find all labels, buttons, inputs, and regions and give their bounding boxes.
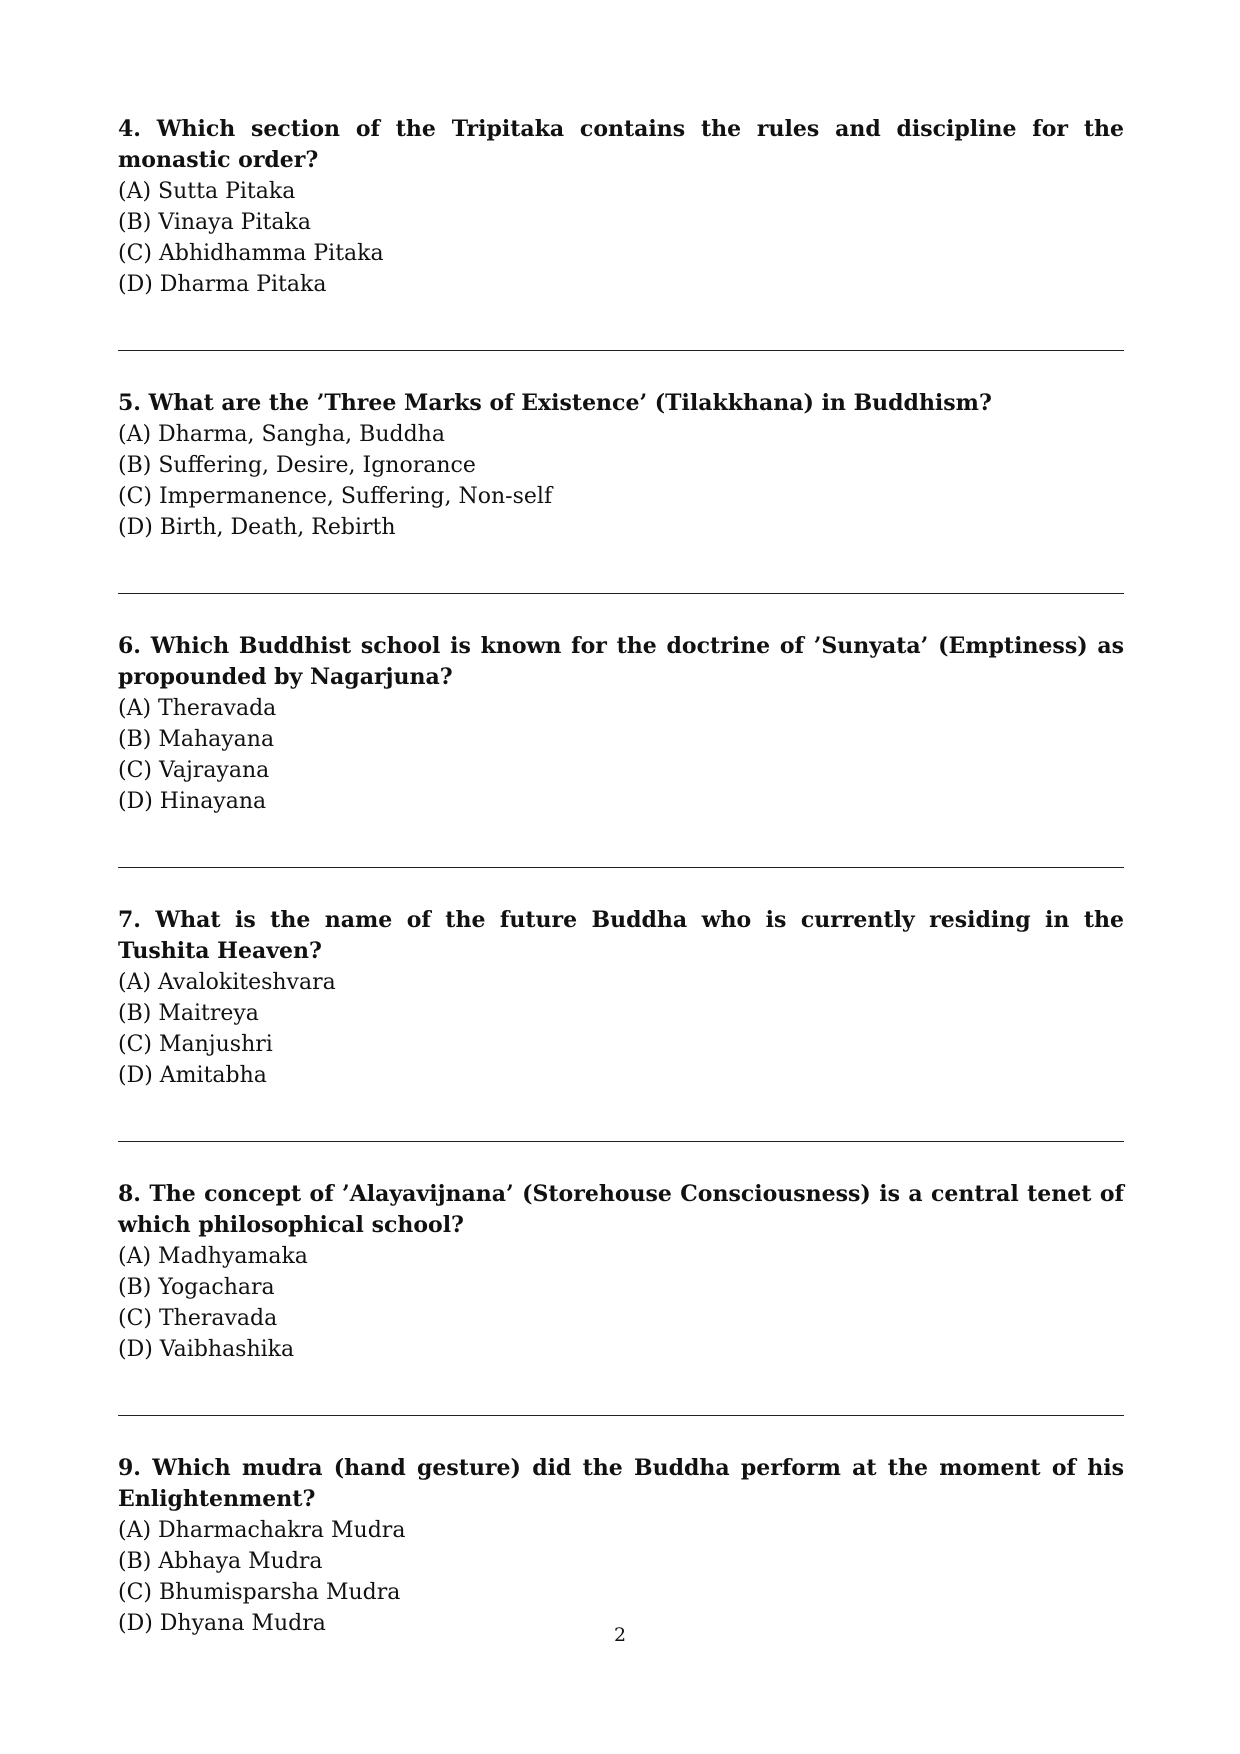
question-text: 7. What is the name of the future Buddha who is currently residing in the Tushita Heaven? bbox=[118, 907, 1124, 964]
option-c: (C) Impermanence, Suffering, Non-self bbox=[118, 484, 553, 509]
page-number: 2 bbox=[613, 1624, 627, 1646]
option-b: (B) Abhaya Mudra bbox=[118, 1549, 323, 1574]
question-text: 4. Which section of the Tripitaka contains the rules and discipline for the monastic order? bbox=[118, 116, 1124, 173]
option-d: (D) Hinayana bbox=[118, 789, 267, 814]
option-c: (C) Bhumisparsha Mudra bbox=[118, 1580, 401, 1605]
question-text: 5. What are the ’Three Marks of Existence’ (Tilakkhana) in Buddhism? bbox=[118, 390, 992, 416]
page-content bbox=[118, 114, 1124, 1639]
question-text: 6. Which Buddhist school is known for the doctrine of ’Sunyata’ (Emptiness) as propounded by Nagarjuna? bbox=[118, 633, 1124, 690]
option-b: (B) Maitreya bbox=[118, 1001, 259, 1026]
option-b: (B) Yogachara bbox=[118, 1275, 275, 1300]
question-6 bbox=[118, 631, 1124, 817]
option-a: (A) Dharma, Sangha, Buddha bbox=[118, 422, 445, 447]
question-text: 9. Which mudra (hand gesture) did the Buddha perform at the moment of his Enlightenment? bbox=[118, 1455, 1124, 1512]
option-b: (B) Mahayana bbox=[118, 727, 275, 752]
option-a: (A) Theravada bbox=[118, 696, 277, 721]
divider bbox=[118, 1415, 1124, 1416]
question-5 bbox=[118, 388, 1124, 543]
question-4 bbox=[118, 114, 1124, 300]
question-9 bbox=[118, 1453, 1124, 1639]
option-d: (D) Dhyana Mudra bbox=[118, 1611, 326, 1636]
question-8 bbox=[118, 1179, 1124, 1365]
option-a: (A) Sutta Pitaka bbox=[118, 179, 296, 204]
option-b: (B) Vinaya Pitaka bbox=[118, 210, 311, 235]
divider bbox=[118, 350, 1124, 351]
option-c: (C) Vajrayana bbox=[118, 758, 270, 783]
option-a: (A) Avalokiteshvara bbox=[118, 970, 336, 995]
option-b: (B) Suffering, Desire, Ignorance bbox=[118, 453, 476, 478]
option-d: (D) Birth, Death, Rebirth bbox=[118, 515, 396, 540]
option-c: (C) Abhidhamma Pitaka bbox=[118, 241, 384, 266]
option-a: (A) Dharmachakra Mudra bbox=[118, 1518, 406, 1543]
divider bbox=[118, 593, 1124, 594]
divider bbox=[118, 1141, 1124, 1142]
question-7 bbox=[118, 905, 1124, 1091]
option-d: (D) Dharma Pitaka bbox=[118, 272, 327, 297]
divider bbox=[118, 867, 1124, 868]
option-c: (C) Manjushri bbox=[118, 1032, 273, 1057]
option-a: (A) Madhyamaka bbox=[118, 1244, 308, 1269]
option-d: (D) Amitabha bbox=[118, 1063, 267, 1088]
option-c: (C) Theravada bbox=[118, 1306, 278, 1331]
question-text: 8. The concept of ’Alayavijnana’ (Storehouse Consciousness) is a central tenet of which philosophical school? bbox=[118, 1181, 1124, 1238]
option-d: (D) Vaibhashika bbox=[118, 1337, 295, 1362]
